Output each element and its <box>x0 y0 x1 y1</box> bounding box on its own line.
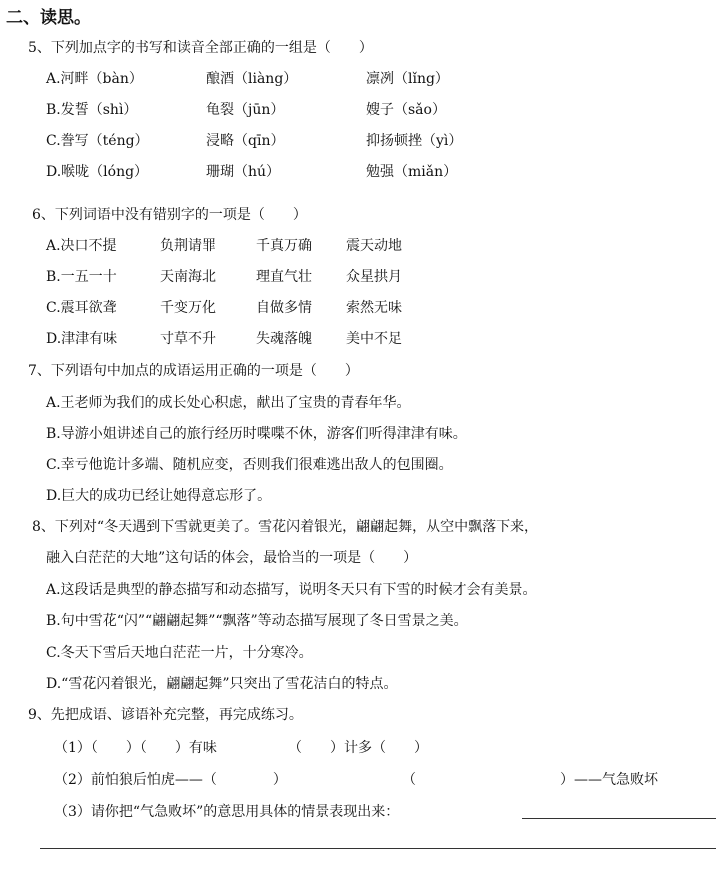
q7-option-d: D.巨大的成功已经让她得意忘形了。 <box>46 488 272 504</box>
q6-option-b-word-2: 天南海北 <box>160 269 216 285</box>
q8-option-b: B.句中雪花“闪”“翩翩起舞”“飘落”等动态描写展现了冬日雪景之美。 <box>46 613 468 629</box>
q5-option-c-word-2: 浸略（qīn） <box>206 133 285 149</box>
q5-option-b-word-1: B.发誓（shì） <box>46 102 138 118</box>
q6-option-c-word-4: 索然无味 <box>346 300 402 316</box>
q8-option-a: A.这段话是典型的静态描写和动态描写，说明冬天只有下雪的时候才会有美景。 <box>46 582 537 598</box>
q9-sub3-prompt: （3）请你把“气急败坏”的意思用具体的情景表现出来： <box>54 804 400 820</box>
q9-sub2-open-paren: （ <box>402 772 416 788</box>
question-6-stem: 6、下列词语中没有错别字的一项是（ ） <box>32 207 307 223</box>
q7-option-a: A.王老师为我们的成长处心积虑，献出了宝贵的青春年华。 <box>46 395 411 411</box>
q6-option-d-word-3: 失魂落魄 <box>256 331 312 347</box>
question-8-stem-line-1: 8、下列对“冬天遇到下雪就更美了。雪花闪着银光，翩翩起舞，从空中飘落下来， <box>32 519 539 535</box>
q5-option-d-word-1: D.喉咙（lóng） <box>46 164 149 180</box>
question-9-stem: 9、先把成语、谚语补充完整，再完成练习。 <box>28 707 303 723</box>
q6-option-c-word-3: 自做多情 <box>256 300 312 316</box>
q7-option-b: B.导游小姐讲述自己的旅行经历时喋喋不休，游客们听得津津有味。 <box>46 426 467 442</box>
q9-sub2-proverb-end: ）——气急败坏 <box>560 772 658 788</box>
q5-option-b-word-2: 龟裂（jūn） <box>206 102 285 118</box>
q6-option-a-word-1: A.决口不提 <box>46 238 117 254</box>
q6-option-b-word-1: B.一五一十 <box>46 269 117 285</box>
q6-option-c-word-2: 千变万化 <box>160 300 216 316</box>
q9-sub1-blank-a: （1）（ ）（ ）有味 <box>54 740 217 756</box>
q9-sub1-blank-b: （ ）计多（ ） <box>288 740 428 756</box>
q5-option-c-word-3: 抑扬顿挫（yì） <box>366 133 463 149</box>
q9-sub3-answer-line <box>522 818 716 819</box>
q6-option-a-word-3: 千真万确 <box>256 238 312 254</box>
q5-option-c-word-1: C.誊写（téng） <box>46 133 149 149</box>
q7-option-c: C.幸亏他诡计多端、随机应变，否则我们很难逃出敌人的包围圈。 <box>46 457 453 473</box>
q5-option-a-word-2: 酿酒（liàng） <box>206 71 298 87</box>
q6-option-b-word-3: 理直气壮 <box>256 269 312 285</box>
q5-option-a-word-1: A.河畔（bàn） <box>46 71 143 87</box>
question-7-stem: 7、下列语句中加点的成语运用正确的一项是（ ） <box>28 363 359 379</box>
section-title: 二、读思。 <box>6 8 91 28</box>
q9-sub3-answer-line-2 <box>40 848 716 849</box>
q6-option-a-word-2: 负荆请罪 <box>160 238 216 254</box>
q6-option-d-word-1: D.津津有味 <box>46 331 118 347</box>
q6-option-a-word-4: 震天动地 <box>346 238 402 254</box>
q6-option-b-word-4: 众星拱月 <box>346 269 402 285</box>
q6-option-d-word-2: 寸草不升 <box>160 331 216 347</box>
q5-option-d-word-2: 珊瑚（hú） <box>206 164 281 180</box>
question-5-stem: 5、下列加点字的书写和读音全部正确的一组是（ ） <box>28 40 373 56</box>
q5-option-b-word-3: 嫂子（sǎo） <box>366 102 446 118</box>
q5-option-a-word-3: 凛冽（lǐng） <box>366 71 449 87</box>
q6-option-c-word-1: C.震耳欲聋 <box>46 300 117 316</box>
q8-option-d: D.“雪花闪着银光，翩翩起舞”只突出了雪花洁白的特点。 <box>46 676 398 692</box>
question-8-stem-line-2: 融入白茫茫的大地”这句话的体会，最恰当的一项是（ ） <box>46 550 418 566</box>
q5-option-d-word-3: 勉强（miǎn） <box>366 164 458 180</box>
q9-sub2-proverb-start: （2）前怕狼后怕虎——（ ） <box>54 772 287 788</box>
q6-option-d-word-4: 美中不足 <box>346 331 402 347</box>
q8-option-c: C.冬天下雪后天地白茫茫一片，十分寒冷。 <box>46 645 313 661</box>
